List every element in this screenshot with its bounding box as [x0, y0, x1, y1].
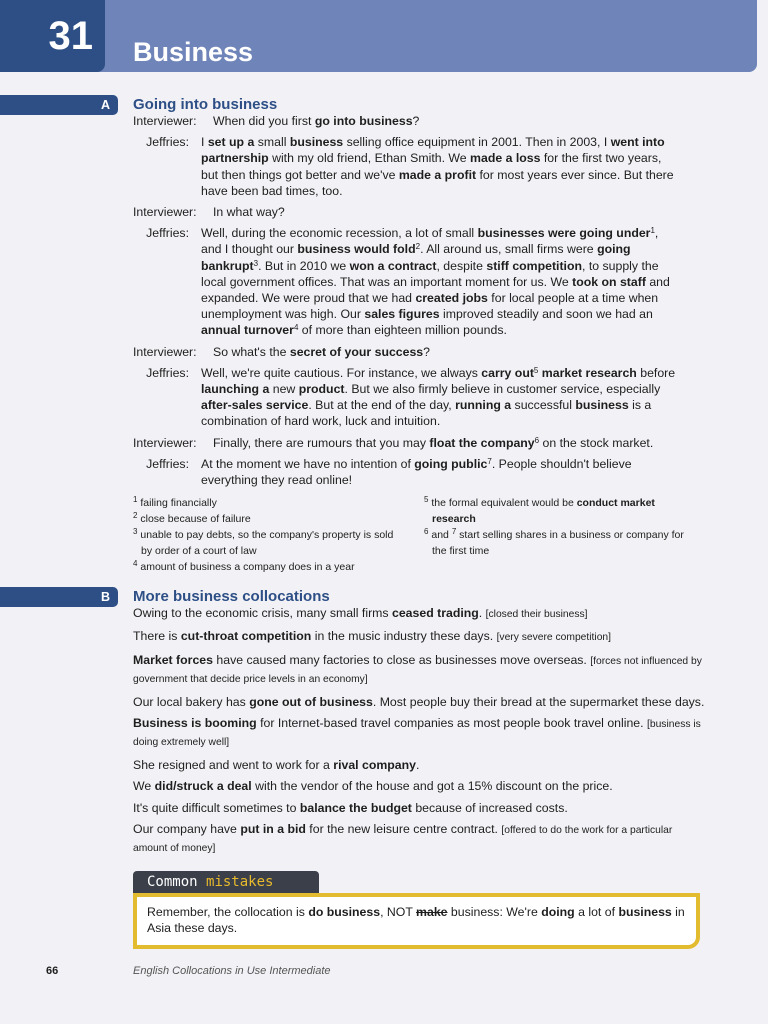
text-run: with the vendor of the house and got a 15% discount on the price. — [251, 779, 613, 794]
speaker-label: Interviewer: — [133, 344, 197, 359]
collocation-example — [133, 757, 705, 773]
text-run: small — [254, 135, 290, 150]
gloss: [very severe competition] — [496, 632, 612, 644]
text-run: successful — [511, 398, 576, 413]
text-run: in the music industry these days. — [311, 629, 497, 644]
collocation-term: business would fold — [297, 242, 416, 257]
text-run: . People shouldn't believe everything they read online! — [201, 456, 632, 488]
collocation-term: launching a — [201, 382, 270, 397]
gloss: [business is doing extremely well] — [133, 719, 701, 749]
text-run: When did you first — [213, 114, 315, 128]
text-run: . — [478, 606, 486, 620]
footnote-ref: 1 — [133, 495, 138, 504]
section-b-marker: B — [0, 587, 118, 607]
text-run: with my old friend, Ethan Smith. We — [268, 151, 471, 166]
dialogue-text — [201, 134, 679, 199]
collocation-term: business — [618, 905, 672, 919]
text-run: . All around us, small firms were — [420, 242, 598, 257]
collocation-term: product — [298, 382, 345, 397]
book-title: English Collocations in Use Intermediate — [133, 965, 331, 977]
text-run: for most years ever since. But there have been bad times, too. — [201, 167, 674, 198]
collocation-term: after-sales service — [201, 398, 309, 413]
speaker-label: Interviewer: — [133, 114, 197, 128]
unit-title: Business — [133, 37, 254, 67]
text-run: . But at the end of the day, — [308, 398, 456, 413]
gloss: [closed their business] — [485, 609, 588, 620]
collocation-example — [133, 652, 705, 689]
collocation-term: conduct market research — [432, 497, 655, 525]
text-run: Owing to the economic crisis, many small firms — [133, 606, 392, 620]
collocation-term: carry out — [481, 365, 534, 380]
text-run: It's quite difficult sometimes to — [133, 800, 300, 815]
footnote-ref: 4 — [133, 559, 138, 568]
text-run: At the moment we have no intention of — [201, 456, 415, 471]
gloss: [offered to do the work for a particular amount of money] — [133, 825, 673, 855]
section-a-title: Going into business — [133, 96, 278, 113]
text-run: , to supply the local government offices. That was an important moment for us. We — [201, 258, 659, 289]
text-run: So what's the — [213, 344, 290, 359]
common-mistakes-highlight: mistakes — [206, 874, 274, 890]
footnote — [133, 559, 403, 575]
text-run: Well, during the economic recession, a lot of small — [201, 226, 478, 241]
dialogue-turn — [0, 204, 768, 220]
footnote-ref: 4 — [293, 323, 299, 333]
footnote-ref: 3 — [253, 258, 259, 268]
text-run: a lot of — [574, 905, 619, 919]
collocation-term: rival company — [333, 757, 416, 772]
footnote — [424, 495, 694, 527]
collocation-term: Business is booming — [133, 716, 257, 731]
collocation-term: stiff competition — [486, 258, 582, 273]
text-run: close because of failure — [137, 513, 251, 525]
text-run: . Most people buy their bread at the supermarket these days. — [372, 694, 705, 709]
dialogue-text — [201, 225, 679, 338]
collocation-term: secret of your success — [289, 344, 424, 359]
text-run: Finally, there are rumours that you may — [213, 435, 430, 450]
collocation-term: made a loss — [470, 151, 541, 166]
text-run: for Internet-based travel companies as most people book travel online. — [256, 716, 647, 731]
section-b-title: More business collocations — [133, 588, 330, 605]
collocation-term: business — [575, 398, 629, 413]
collocation-term: ceased trading — [392, 606, 479, 620]
wrong-word: make — [416, 905, 448, 919]
dialogue-text — [201, 456, 679, 488]
unit-number: 31 — [0, 0, 105, 72]
speaker-label: Jeffries: — [146, 456, 189, 471]
footnote-ref: 2 — [415, 242, 421, 252]
page-number: 66 — [46, 965, 59, 977]
footnote-ref: 2 — [133, 511, 138, 520]
collocation-example — [133, 778, 705, 794]
dialogue-turn — [0, 435, 768, 451]
footnote-ref: 1 — [650, 226, 655, 236]
text-run: ? — [423, 344, 430, 359]
text-run: on the stock market. — [539, 435, 654, 450]
text-run: business: We're — [447, 905, 542, 919]
text-run: is a combination of hard work, luck and intuition. — [201, 398, 652, 429]
text-run: . But in 2010 we — [258, 258, 350, 273]
text-run: and — [428, 529, 452, 541]
collocation-term: gone out of business — [249, 694, 373, 709]
common-mistakes-label: Common — [147, 874, 198, 890]
text-run: She resigned and went to work for a — [133, 757, 334, 772]
collocation-list — [133, 605, 705, 863]
text-run: Our company have — [133, 822, 241, 837]
dialogue-text — [213, 113, 691, 129]
footnote — [133, 495, 403, 511]
text-run: Remember, the collocation is — [147, 905, 309, 919]
speaker-label: Interviewer: — [133, 435, 197, 450]
text-run: ? — [412, 114, 420, 128]
speaker-label: Interviewer: — [133, 205, 197, 220]
collocation-term: balance the budget — [299, 800, 412, 815]
dialogue-text — [213, 204, 691, 220]
speaker-label: Jeffries: — [146, 365, 189, 380]
text-run: for local people at a time when unemployment was high. Our — [201, 291, 659, 322]
footnote — [133, 527, 403, 559]
common-mistakes-tab — [133, 871, 319, 893]
text-run: Well, we're quite cautious. For instance, we always — [201, 365, 482, 380]
collocation-term: took on staff — [572, 274, 646, 289]
footnote-ref: 7 — [487, 456, 492, 466]
collocation-term: did/struck a deal — [154, 779, 252, 794]
collocation-term: running a — [455, 398, 512, 413]
dialogue-turn — [0, 134, 768, 199]
collocation-example — [133, 694, 705, 710]
text-run: for the new leisure centre contract. — [305, 822, 502, 837]
collocation-term: went into partnership — [201, 135, 665, 166]
collocation-term: market research — [541, 365, 637, 380]
collocation-term: made a profit — [398, 167, 477, 182]
footnotes-left — [133, 495, 403, 575]
dialogue-text — [213, 435, 691, 451]
text-run: because of increased costs. — [411, 800, 568, 815]
text-run: . But we also firmly believe in customer service, especially — [344, 382, 661, 397]
collocation-example — [133, 628, 705, 646]
footnote-ref: 5 — [424, 495, 429, 504]
text-run: failing financially — [137, 497, 217, 509]
speaker-label: Jeffries: — [146, 135, 189, 150]
text-run: improved steadily and soon we had an — [439, 307, 653, 322]
text-run: selling office equipment in 2001. Then in 2003, I — [343, 135, 611, 150]
interview-dialogue — [0, 113, 768, 488]
dialogue-text — [213, 344, 691, 360]
collocation-term: won a contract — [349, 258, 437, 273]
text-run: unable to pay debts, so the company's property is sold by order of a court of law — [137, 529, 394, 557]
text-run: We — [133, 779, 155, 794]
collocation-example — [133, 715, 705, 752]
text-run: in Asia these days. — [147, 905, 685, 936]
footnotes-right — [424, 495, 694, 559]
text-run: have caused many factories to close as businesses move overseas. — [212, 652, 591, 667]
collocation-term: business — [289, 135, 344, 150]
collocation-term: go into business — [314, 114, 413, 128]
collocation-term: float the company — [429, 435, 535, 450]
footnote-ref: 3 — [133, 527, 138, 536]
text-run: , NOT — [380, 905, 417, 919]
footnote-ref: 6 — [534, 435, 540, 445]
text-run: amount of business a company does in a year — [137, 561, 355, 573]
collocation-example — [133, 821, 705, 858]
gloss: [forces not influenced by government that decide price levels in an economy] — [133, 655, 702, 686]
footnote-ref: 5 — [533, 365, 539, 375]
collocation-example — [133, 800, 705, 816]
text-run: I — [201, 135, 208, 150]
text-run: In what way? — [213, 205, 285, 220]
speaker-label: Jeffries: — [146, 226, 189, 241]
collocation-term: annual turnover — [201, 323, 294, 338]
section-a-marker: A — [0, 95, 118, 115]
text-run: new — [269, 382, 299, 397]
text-run: There is — [133, 629, 181, 644]
collocation-term: created jobs — [415, 291, 488, 306]
collocation-term: doing — [541, 905, 575, 919]
dialogue-turn — [0, 113, 768, 129]
text-run: , despite — [436, 258, 487, 273]
dialogue-turn — [0, 225, 768, 338]
text-run: of more than eighteen million pounds. — [298, 323, 507, 338]
footnote — [133, 511, 403, 527]
footnote — [424, 527, 694, 559]
text-run: and expanded. We were proud that we had — [201, 274, 670, 306]
collocation-term: set up a — [207, 135, 255, 150]
collocation-term: businesses were going under — [477, 226, 651, 241]
dialogue-turn — [0, 365, 768, 430]
dialogue-text — [201, 365, 679, 430]
text-run: Our local bakery has — [133, 694, 250, 709]
collocation-term: cut-throat competition — [180, 629, 312, 644]
collocation-term: Market forces — [133, 652, 213, 667]
text-run: . — [415, 757, 420, 772]
footnote-ref: 7 — [451, 527, 457, 536]
text-run: for the first two years, but then things got better and we've — [201, 151, 662, 182]
footnote-ref: 6 — [424, 527, 429, 536]
dialogue-turn — [0, 344, 768, 360]
common-mistakes-box — [133, 893, 700, 949]
collocation-term: going bankrupt — [201, 242, 631, 273]
text-run: start selling shares in a business or company for the first time — [432, 529, 684, 557]
text-run: the formal equivalent would be — [428, 497, 577, 509]
collocation-term: sales figures — [364, 307, 440, 322]
collocation-term: going public — [414, 456, 488, 471]
collocation-term: put in a bid — [240, 822, 306, 837]
header-band — [0, 0, 757, 72]
text-run: , and I thought our — [201, 226, 659, 257]
dialogue-turn — [0, 456, 768, 488]
collocation-example — [133, 605, 705, 623]
collocation-term: do business — [308, 905, 381, 919]
text-run: before — [636, 365, 676, 380]
